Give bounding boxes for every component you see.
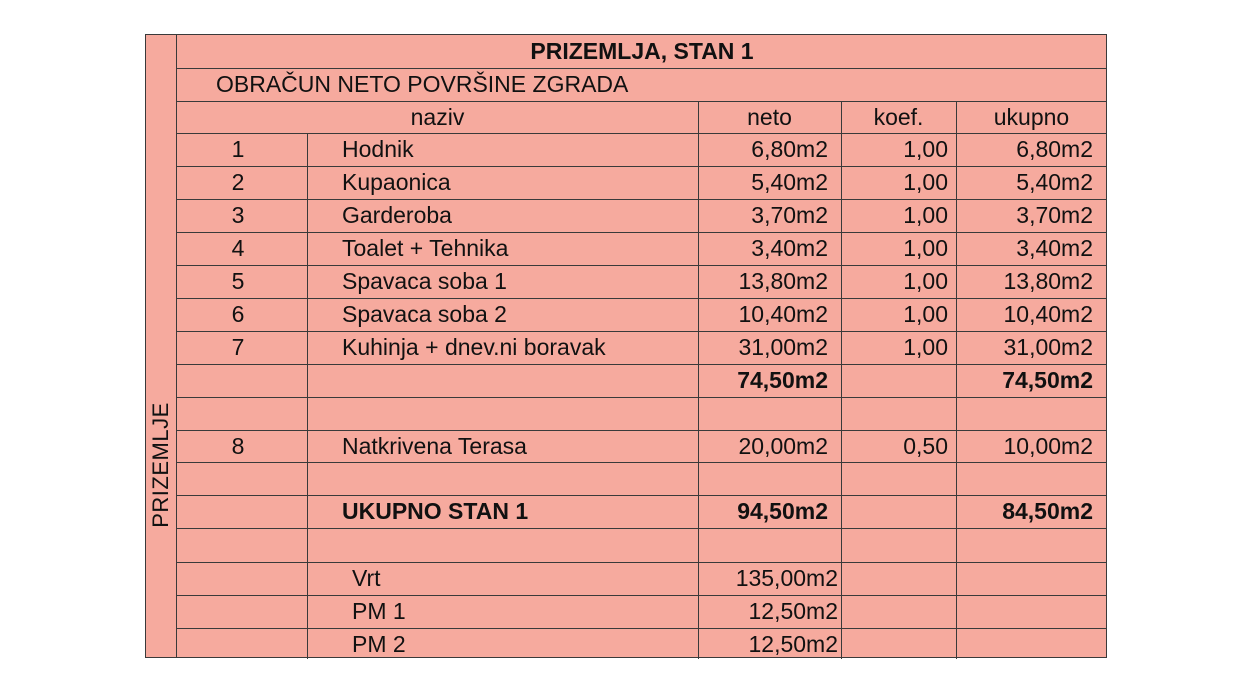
room-name: Spavaca soba 2	[342, 301, 507, 327]
room-neto: 6,80m2	[751, 136, 828, 162]
room-neto: 5,40m2	[751, 169, 828, 195]
room-number: 6	[231, 301, 245, 327]
room-koef: 1,00	[903, 235, 948, 261]
extra-name: PM 1	[352, 598, 406, 624]
room-koef: 1,00	[903, 202, 948, 228]
room-number: 2	[231, 169, 245, 195]
room-koef: 1,00	[903, 268, 948, 294]
room-name: Hodnik	[342, 136, 414, 162]
room-number: 4	[231, 235, 245, 261]
extra-value: 12,50m2	[748, 631, 838, 657]
terrace-koef: 0,50	[903, 433, 948, 459]
room-name: Kupaonica	[342, 169, 451, 195]
header-koef: koef.	[873, 104, 924, 130]
table-title: PRIZEMLJA, STAN 1	[530, 38, 754, 64]
extra-name: Vrt	[352, 565, 381, 591]
room-name: Kuhinja + dnev.ni boravak	[342, 334, 606, 360]
column-divider	[307, 133, 308, 659]
header-ukupno: ukupno	[993, 104, 1070, 130]
room-koef: 1,00	[903, 169, 948, 195]
room-ukupno: 3,40m2	[1016, 235, 1093, 261]
room-name: Garderoba	[342, 202, 452, 228]
room-neto: 13,80m2	[738, 268, 828, 294]
table-subtitle: OBRAČUN NETO POVRŠINE ZGRADA	[216, 71, 629, 97]
subtotal-ukupno: 74,50m2	[1002, 367, 1093, 393]
room-number: 1	[231, 136, 245, 162]
total-neto: 94,50m2	[737, 498, 828, 524]
floor-side-label: PRIZEMLJE	[148, 402, 173, 528]
extra-value: 135,00m2	[735, 565, 838, 591]
terrace-ukupno: 10,00m2	[1003, 433, 1093, 459]
terrace-number: 8	[231, 433, 245, 459]
total-label: UKUPNO STAN 1	[342, 498, 529, 524]
extra-name: PM 2	[352, 631, 406, 657]
row-divider	[177, 528, 1107, 529]
room-ukupno: 13,80m2	[1003, 268, 1093, 294]
room-neto: 3,70m2	[751, 202, 828, 228]
room-ukupno: 6,80m2	[1016, 136, 1093, 162]
total-ukupno: 84,50m2	[1002, 498, 1093, 524]
area-table	[145, 34, 1107, 658]
extra-value: 12,50m2	[748, 598, 838, 624]
room-neto: 10,40m2	[738, 301, 828, 327]
room-name: Spavaca soba 1	[342, 268, 507, 294]
room-neto: 3,40m2	[751, 235, 828, 261]
room-koef: 1,00	[903, 334, 948, 360]
row-divider	[177, 397, 1107, 398]
room-ukupno: 31,00m2	[1003, 334, 1093, 360]
room-koef: 1,00	[903, 301, 948, 327]
header-naziv: naziv	[410, 104, 465, 130]
floor-side-column	[146, 35, 177, 657]
room-koef: 1,00	[903, 136, 948, 162]
terrace-name: Natkrivena Terasa	[342, 433, 527, 459]
room-ukupno: 10,40m2	[1003, 301, 1093, 327]
room-ukupno: 3,70m2	[1016, 202, 1093, 228]
subtotal-neto: 74,50m2	[737, 367, 828, 393]
room-name: Toalet + Tehnika	[342, 235, 509, 261]
terrace-neto: 20,00m2	[738, 433, 828, 459]
room-number: 5	[231, 268, 245, 294]
room-neto: 31,00m2	[738, 334, 828, 360]
room-number: 3	[231, 202, 245, 228]
header-neto: neto	[747, 104, 792, 130]
room-number: 7	[231, 334, 245, 360]
room-ukupno: 5,40m2	[1016, 169, 1093, 195]
